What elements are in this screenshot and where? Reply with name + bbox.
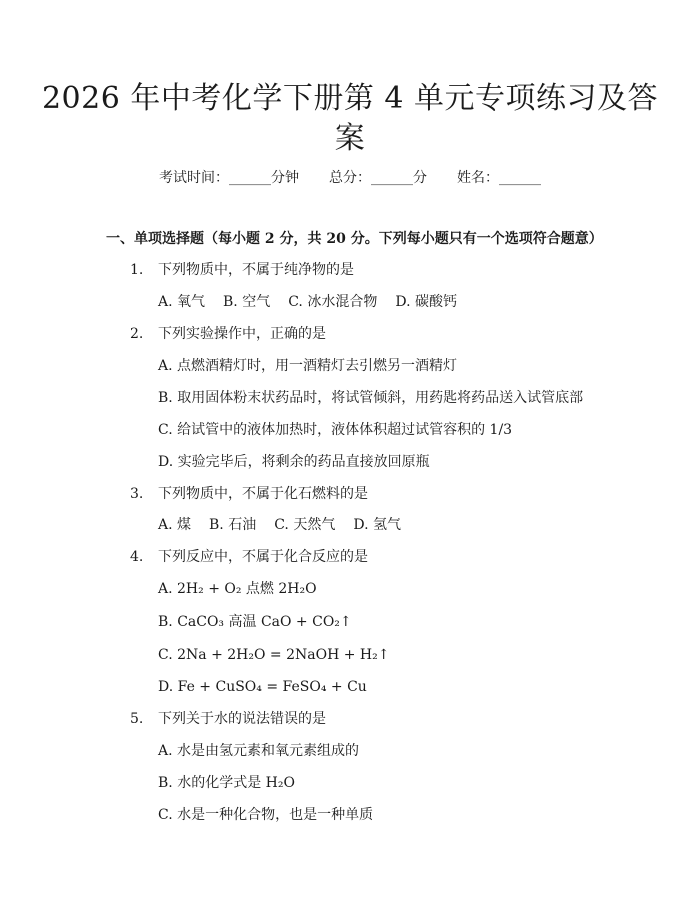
- option-row: [158, 292, 475, 312]
- question-number: 1.: [130, 262, 144, 278]
- option-c: C. 冰水混合物: [288, 294, 378, 310]
- total-score-field: 总分：______分: [329, 170, 427, 186]
- option-d: D. 氢气: [353, 517, 401, 533]
- student-name-field: 姓名：______: [457, 170, 541, 186]
- option-a: A. 2H₂ + O₂ 点燃 2H₂O: [158, 581, 317, 597]
- option-a: A. 点燃酒精灯时，用一酒精灯去引燃另一酒精灯: [158, 358, 458, 374]
- exam-time-field: 考试时间：______分钟: [159, 170, 299, 186]
- option-a: A. 煤: [158, 517, 192, 533]
- option-c: C. 给试管中的液体加热时，液体体积超过试管容积的 1/3: [158, 422, 513, 438]
- option-a: A. 氧气: [158, 294, 206, 310]
- option-b: B. 空气: [223, 294, 271, 310]
- question-text: 下列物质中，不属于纯净物的是: [158, 262, 354, 278]
- question-number: 5.: [130, 711, 144, 727]
- option-d: D. 碳酸钙: [395, 294, 457, 310]
- option-b: B. 石油: [209, 517, 257, 533]
- option-a: A. 水是由氢元素和氧元素组成的: [158, 743, 360, 759]
- exam-info-line: [0, 168, 700, 188]
- section-heading: 一、单项选择题（每小题 2 分，共 20 分。下列每小题只有一个选项符合题意）: [106, 231, 603, 247]
- question-text: 下列关于水的说法错误的是: [158, 711, 326, 727]
- question-text: 下列物质中，不属于化石燃料的是: [158, 486, 368, 502]
- option-b: B. 水的化学式是 H₂O: [158, 775, 295, 791]
- option-d: D. Fe + CuSO₄ = FeSO₄ + Cu: [158, 679, 367, 695]
- question-number: 2.: [130, 326, 144, 342]
- question-text: 下列反应中，不属于化合反应的是: [158, 549, 368, 565]
- option-c: C. 2Na + 2H₂O = 2NaOH + H₂↑: [158, 647, 390, 663]
- option-c: C. 水是一种化合物，也是一种单质: [158, 807, 374, 823]
- option-b: B. 取用固体粉末状药品时，将试管倾斜，用药匙将药品送入试管底部: [158, 390, 584, 406]
- option-row: [158, 515, 419, 535]
- page-title-continued: 案: [334, 121, 366, 156]
- option-d: D. 实验完毕后，将剩余的药品直接放回原瓶: [158, 454, 430, 470]
- option-b: B. CaCO₃ 高温 CaO + CO₂↑: [158, 614, 352, 630]
- option-c: C. 天然气: [274, 517, 336, 533]
- question-number: 3.: [130, 486, 144, 502]
- page-title: 2026 年中考化学下册第 4 单元专项练习及答: [41, 81, 659, 116]
- question-text: 下列实验操作中，正确的是: [158, 326, 326, 342]
- question-number: 4.: [130, 549, 144, 565]
